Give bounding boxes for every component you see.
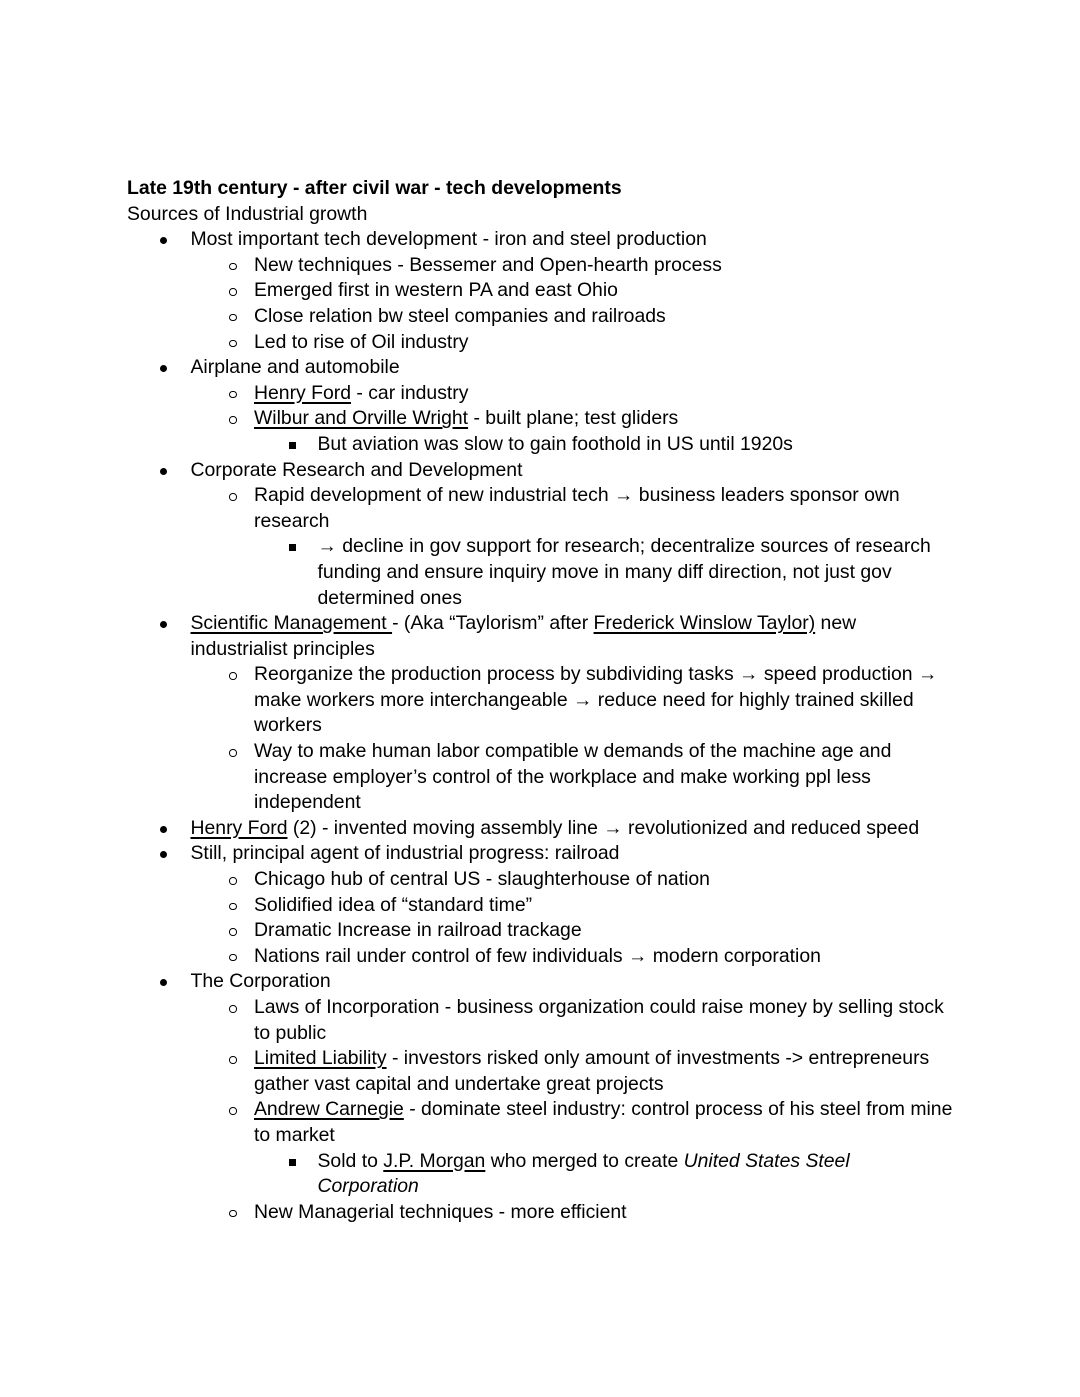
bullet-hollow-circle-icon (229, 416, 237, 424)
text-run: United States Steel Corporation (317, 1149, 850, 1198)
list-item-level-1 (127, 227, 953, 253)
list-item-level-2 (127, 995, 953, 1046)
text-run: Chicago hub of central US - slaughterhouse of nation (254, 868, 710, 891)
bullet-hollow-circle-icon (229, 954, 237, 962)
list-item-level-2 (127, 304, 953, 330)
text-run: - car industry (350, 381, 469, 404)
outline-list (127, 227, 953, 1225)
text-run: Frederick Winslow Taylor) (593, 612, 816, 635)
list-item-level-2 (127, 918, 953, 944)
text-run: Andrew Carnegie (254, 1098, 404, 1121)
text-run: → decline in gov support for research; decentralize sources of research funding and ensure inquiry move in many diff direction, not just gov determined ones (317, 535, 931, 609)
text-run: Sold to (317, 1149, 384, 1172)
list-item-level-1 (127, 816, 953, 842)
bullet-filled-square-icon (289, 1159, 296, 1166)
text-run: Way to make human labor compatible w demands of the machine age and increase employer’s control of the workplace and make working ppl less independent (254, 740, 892, 814)
list-item-level-2 (127, 253, 953, 279)
text-run: Reorganize the production process by subdividing tasks → speed production → make workers more interchangeable → reduce need for highly trained skilled workers (254, 663, 938, 737)
bullet-hollow-circle-icon (229, 1005, 237, 1013)
text-run: Most important tech development - iron and steel production (190, 228, 707, 251)
bullet-hollow-circle-icon (229, 263, 237, 271)
text-run: Henry Ford (254, 381, 351, 404)
text-run: J.P. Morgan (383, 1149, 486, 1172)
text-run: - investors risked only amount of investments -> entrepreneurs gather vast capital and undertake great projects (254, 1047, 930, 1095)
text-run: Dramatic Increase in railroad trackage (254, 919, 582, 942)
list-item-level-2 (127, 483, 953, 534)
bullet-filled-disc-icon (160, 621, 167, 628)
bullet-hollow-circle-icon (229, 877, 237, 885)
list-item-level-2 (127, 662, 953, 739)
bullet-hollow-circle-icon (229, 1056, 237, 1064)
text-run: - built plane; test gliders (468, 407, 679, 430)
bullet-filled-square-icon (289, 442, 296, 449)
text-run: new industrialist principles (190, 612, 857, 660)
list-item-level-2 (127, 893, 953, 919)
bullet-hollow-circle-icon (229, 903, 237, 911)
bullet-filled-disc-icon (160, 468, 167, 475)
text-run: Limited Liability (254, 1047, 387, 1070)
text-run: who merged to create (485, 1149, 684, 1172)
list-item-level-2 (127, 1200, 953, 1226)
list-item-level-3 (127, 432, 953, 458)
list-item-level-2 (127, 406, 953, 432)
text-run: Airplane and automobile (190, 356, 400, 379)
text-run: The Corporation (190, 970, 331, 993)
doc-intro (127, 202, 953, 228)
bullet-filled-disc-icon (160, 979, 167, 986)
text-run: New techniques - Bessemer and Open-hearth process (254, 253, 722, 276)
text-run: Nations rail under control of few individuals → modern corporation (254, 944, 821, 967)
text-run: (2) - invented moving assembly line → revolutionized and reduced speed (287, 816, 920, 839)
text-run: Corporate Research and Development (190, 458, 523, 481)
text-run: Rapid development of new industrial tech → business leaders sponsor own research (254, 484, 900, 532)
bullet-hollow-circle-icon (229, 391, 237, 399)
text-run: New Managerial techniques - more efficient (254, 1200, 627, 1223)
list-item-level-2 (127, 330, 953, 356)
text-run: But aviation was slow to gain foothold in US until 1920s (317, 432, 793, 455)
list-item-level-3 (127, 534, 953, 611)
text-run: - dominate steel industry: control process of his steel from mine to market (254, 1098, 953, 1146)
list-item-level-2 (127, 1097, 953, 1148)
text-run: Still, principal agent of industrial progress: railroad (190, 842, 620, 865)
text-run: Emerged first in western PA and east Ohio (254, 279, 618, 302)
list-item-level-2 (127, 381, 953, 407)
list-item-level-2 (127, 739, 953, 816)
text-run: Wilbur and Orville Wright (254, 407, 469, 430)
bullet-hollow-circle-icon (229, 928, 237, 936)
list-item-level-1 (127, 969, 953, 995)
text-run: Solidified idea of “standard time” (254, 893, 533, 916)
bullet-filled-disc-icon (160, 237, 167, 244)
bullet-filled-disc-icon (160, 851, 167, 858)
bullet-filled-disc-icon (160, 365, 167, 372)
doc-title-text: Late 19th century - after civil war - tech developments (127, 177, 622, 199)
bullet-hollow-circle-icon (229, 493, 237, 501)
text-run: Laws of Incorporation - business organization could raise money by selling stock to public (254, 996, 944, 1044)
bullet-hollow-circle-icon (229, 1107, 237, 1115)
list-item-level-3 (127, 1149, 953, 1200)
bullet-hollow-circle-icon (229, 288, 237, 296)
list-item-level-1 (127, 841, 953, 867)
bullet-hollow-circle-icon (229, 314, 237, 322)
text-run: Led to rise of Oil industry (254, 330, 469, 353)
list-item-level-1 (127, 611, 953, 662)
bullet-hollow-circle-icon (229, 340, 237, 348)
bullet-filled-disc-icon (160, 826, 167, 833)
doc-title (127, 176, 953, 202)
list-item-level-2 (127, 944, 953, 970)
bullet-hollow-circle-icon (229, 749, 237, 757)
text-run: Henry Ford (190, 816, 288, 839)
list-item-level-2 (127, 867, 953, 893)
list-item-level-2 (127, 1046, 953, 1097)
text-run: - (Aka “Taylorism” after (392, 612, 594, 635)
list-item-level-1 (127, 355, 953, 381)
list-item-level-1 (127, 458, 953, 484)
text-run: Close relation bw steel companies and railroads (254, 304, 666, 327)
text-run: Scientific Management (190, 612, 393, 635)
bullet-hollow-circle-icon (229, 672, 237, 680)
doc-intro-text: Sources of Industrial growth (127, 202, 368, 225)
list-item-level-2 (127, 278, 953, 304)
bullet-filled-square-icon (289, 544, 296, 551)
bullet-hollow-circle-icon (229, 1210, 237, 1218)
